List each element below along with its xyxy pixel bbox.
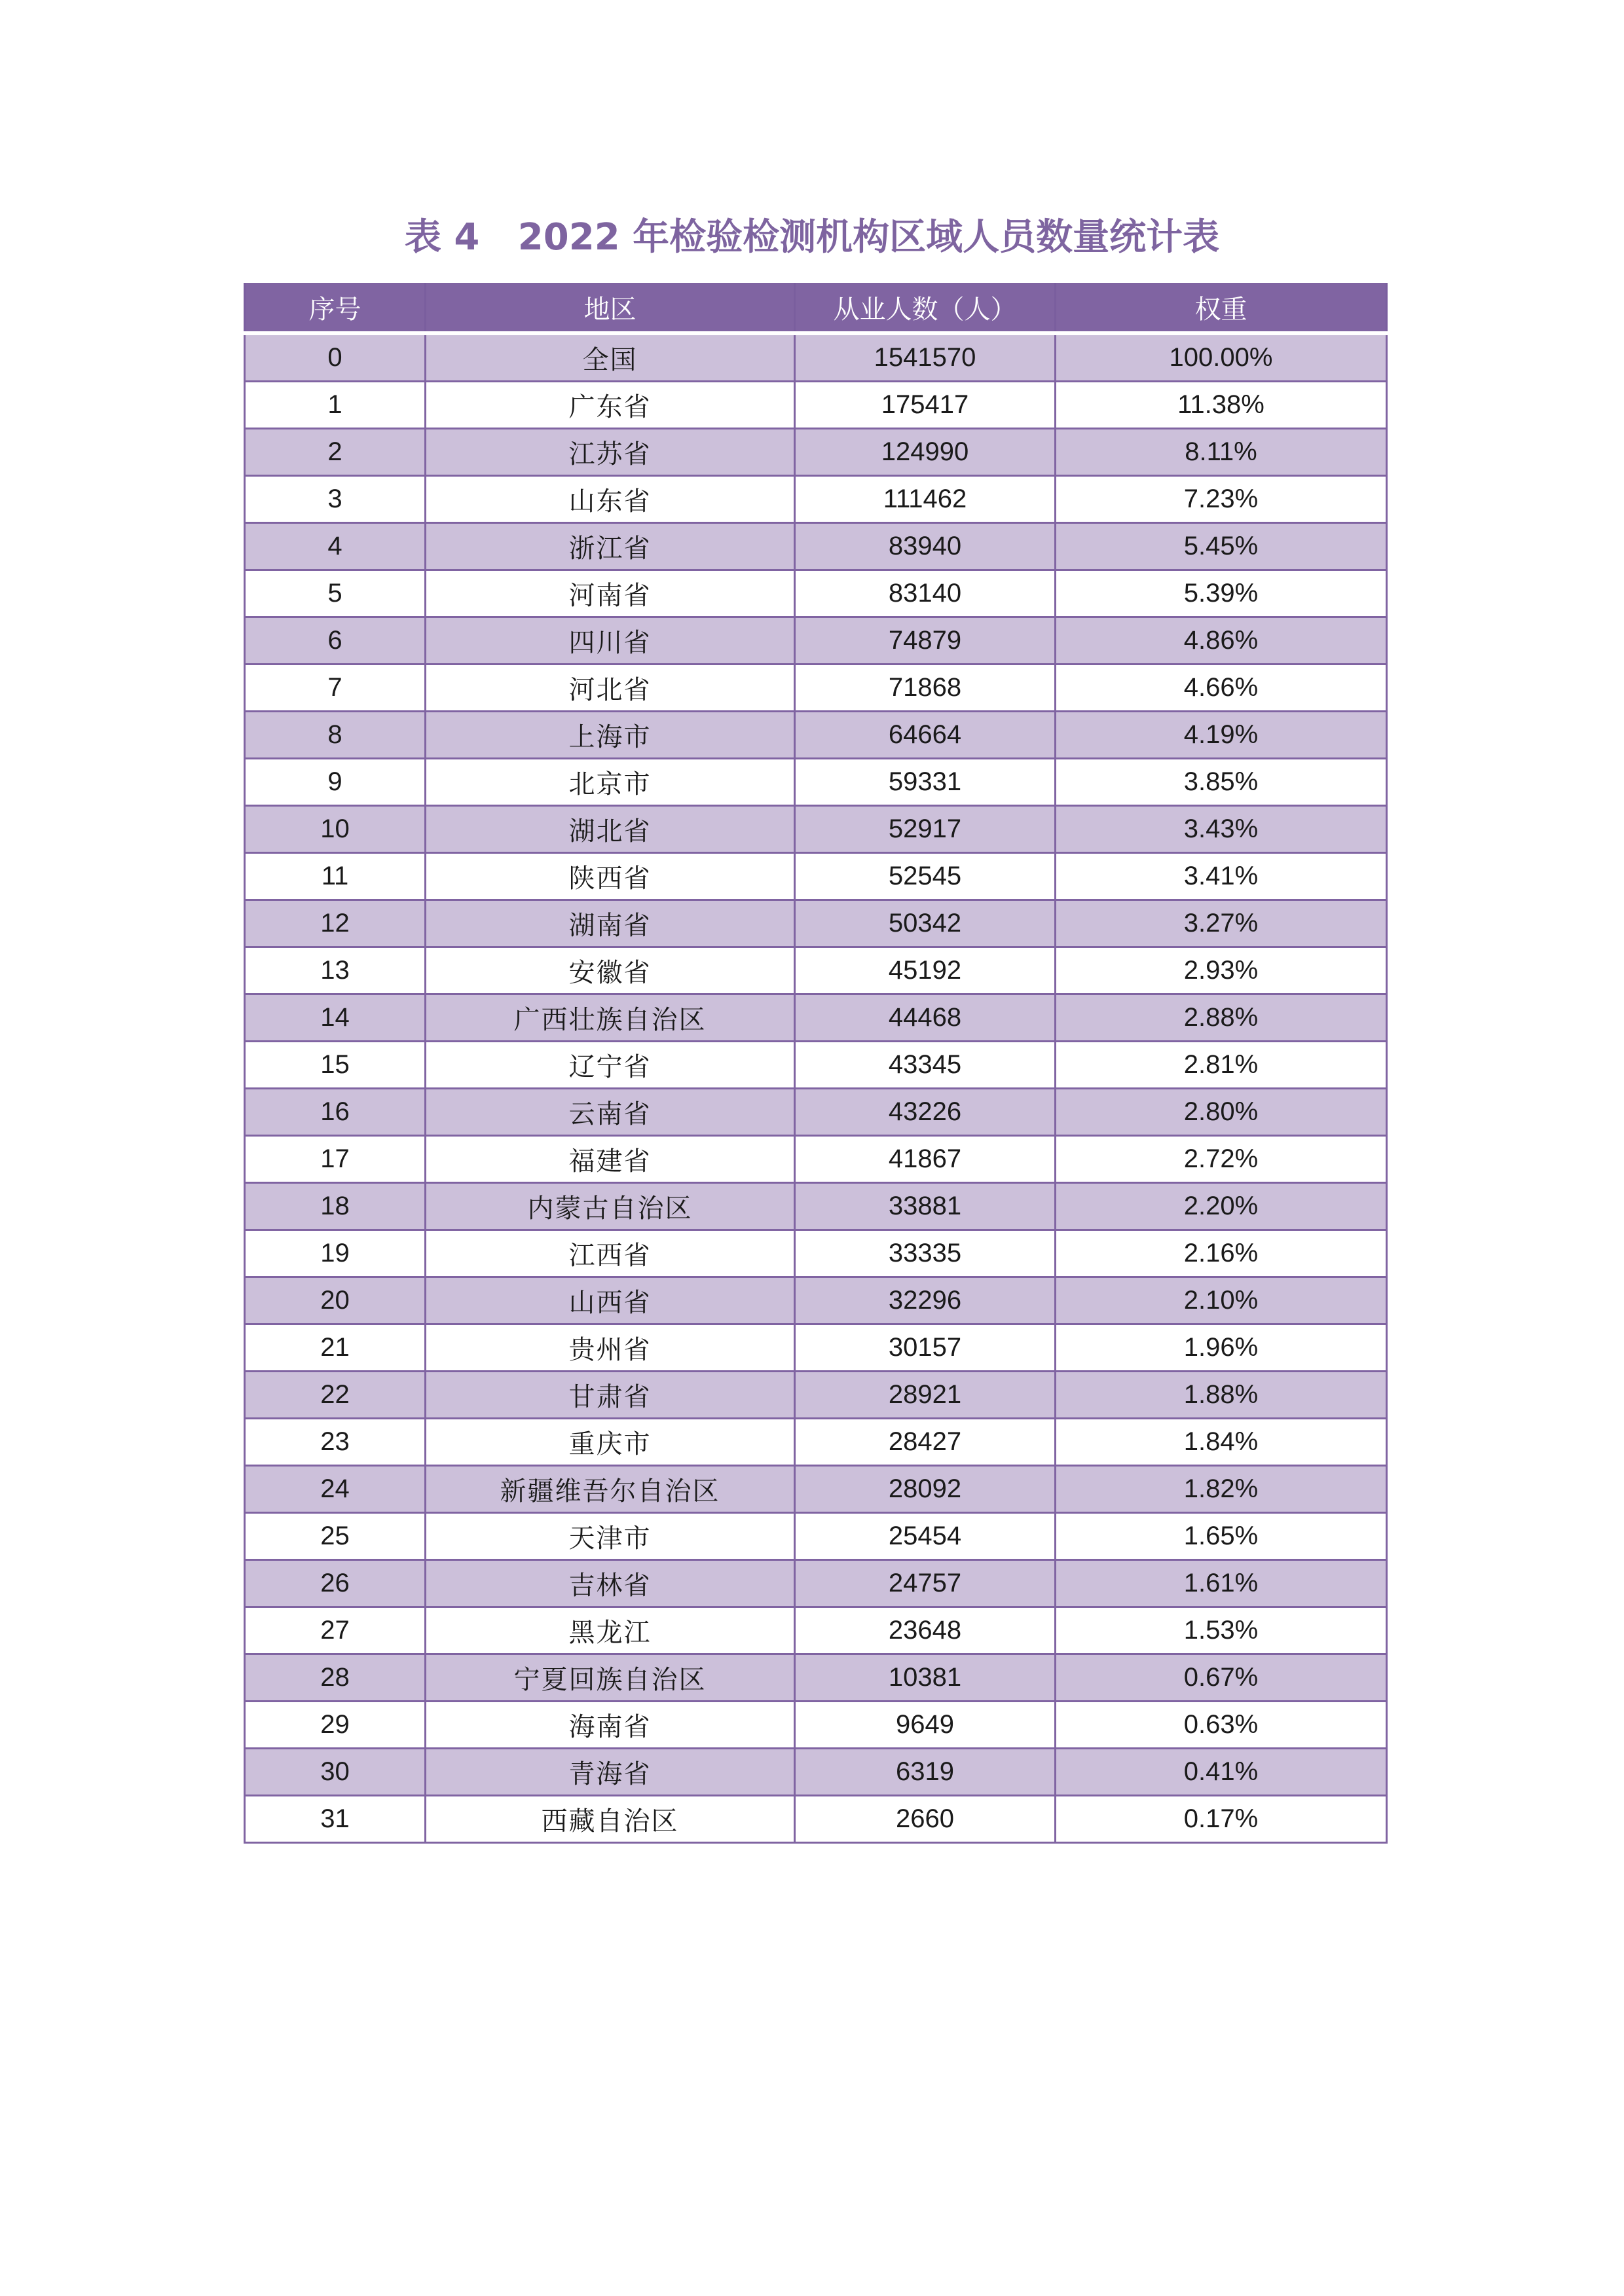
row-region: 北京市 [426,759,795,806]
row-seq: 25 [245,1513,426,1560]
row-seq: 6 [245,617,426,665]
row-seq: 15 [245,1042,426,1089]
row-count: 1541570 [795,333,1056,382]
table-row [245,1796,1387,1843]
table-row [245,994,1387,1042]
table-row [245,1513,1387,1560]
table-row [245,1607,1387,1654]
header-weight: 权重 [1056,283,1387,333]
row-region: 四川省 [426,617,795,665]
row-weight: 4.19% [1056,712,1387,759]
table-row [245,712,1387,759]
row-weight: 7.23% [1056,476,1387,523]
statistics-table [244,283,1388,1844]
header-count: 从业人数（人） [795,283,1056,333]
row-seq: 10 [245,806,426,853]
table-row [245,759,1387,806]
row-count: 124990 [795,429,1056,476]
row-region: 江苏省 [426,429,795,476]
row-weight: 5.39% [1056,570,1387,617]
row-count: 43345 [795,1042,1056,1089]
row-weight: 3.85% [1056,759,1387,806]
row-region: 河南省 [426,570,795,617]
row-weight: 1.82% [1056,1466,1387,1513]
row-count: 64664 [795,712,1056,759]
row-region: 宁夏回族自治区 [426,1654,795,1702]
row-weight: 1.65% [1056,1513,1387,1560]
row-count: 83940 [795,523,1056,570]
row-region: 安徽省 [426,947,795,994]
table-row [245,333,1387,382]
row-region: 山东省 [426,476,795,523]
row-seq: 11 [245,853,426,900]
row-seq: 24 [245,1466,426,1513]
row-weight: 3.43% [1056,806,1387,853]
row-weight: 0.63% [1056,1702,1387,1749]
row-weight: 11.38% [1056,382,1387,429]
row-weight: 5.45% [1056,523,1387,570]
table-row [245,1560,1387,1607]
row-weight: 2.93% [1056,947,1387,994]
row-seq: 12 [245,900,426,947]
table-row [245,1042,1387,1089]
row-count: 10381 [795,1654,1056,1702]
row-count: 175417 [795,382,1056,429]
table-row [245,1466,1387,1513]
row-weight: 1.61% [1056,1560,1387,1607]
row-region: 贵州省 [426,1324,795,1372]
row-count: 43226 [795,1089,1056,1136]
table-row [245,1654,1387,1702]
page-title: 表 4 2022 年检验检测机构区域人员数量统计表 [404,216,1220,259]
table-row [245,947,1387,994]
row-region: 湖南省 [426,900,795,947]
row-weight: 1.96% [1056,1324,1387,1372]
row-region: 陕西省 [426,853,795,900]
table-body [245,333,1387,1843]
row-seq: 16 [245,1089,426,1136]
row-count: 28092 [795,1466,1056,1513]
table-row [245,1136,1387,1183]
row-count: 2660 [795,1796,1056,1843]
row-weight: 2.81% [1056,1042,1387,1089]
table-row [245,523,1387,570]
row-seq: 18 [245,1183,426,1230]
row-weight: 2.16% [1056,1230,1387,1277]
row-weight: 0.67% [1056,1654,1387,1702]
row-count: 24757 [795,1560,1056,1607]
row-seq: 22 [245,1372,426,1419]
row-region: 上海市 [426,712,795,759]
row-weight: 1.53% [1056,1607,1387,1654]
row-region: 广西壮族自治区 [426,994,795,1042]
row-region: 内蒙古自治区 [426,1183,795,1230]
row-weight: 2.80% [1056,1089,1387,1136]
header-row [245,283,1387,333]
table-row [245,476,1387,523]
row-count: 83140 [795,570,1056,617]
row-region: 吉林省 [426,1560,795,1607]
row-seq: 27 [245,1607,426,1654]
row-region: 甘肃省 [426,1372,795,1419]
row-count: 25454 [795,1513,1056,1560]
row-weight: 8.11% [1056,429,1387,476]
table-row [245,1324,1387,1372]
row-seq: 0 [245,333,426,382]
row-seq: 26 [245,1560,426,1607]
row-region: 海南省 [426,1702,795,1749]
row-weight: 3.41% [1056,853,1387,900]
row-count: 30157 [795,1324,1056,1372]
table-row [245,1230,1387,1277]
table-header [245,283,1387,333]
row-region: 河北省 [426,665,795,712]
row-count: 74879 [795,617,1056,665]
row-weight: 2.20% [1056,1183,1387,1230]
row-seq: 7 [245,665,426,712]
row-count: 50342 [795,900,1056,947]
table-row [245,617,1387,665]
row-count: 9649 [795,1702,1056,1749]
row-region: 湖北省 [426,806,795,853]
row-region: 全国 [426,333,795,382]
row-count: 23648 [795,1607,1056,1654]
row-count: 45192 [795,947,1056,994]
table-row [245,853,1387,900]
table-row [245,1183,1387,1230]
row-count: 71868 [795,665,1056,712]
row-seq: 21 [245,1324,426,1372]
row-weight: 1.84% [1056,1419,1387,1466]
row-count: 111462 [795,476,1056,523]
header-region: 地区 [426,283,795,333]
row-weight: 0.17% [1056,1796,1387,1843]
row-weight: 1.88% [1056,1372,1387,1419]
row-weight: 100.00% [1056,333,1387,382]
row-count: 28921 [795,1372,1056,1419]
row-count: 44468 [795,994,1056,1042]
row-seq: 5 [245,570,426,617]
row-seq: 17 [245,1136,426,1183]
row-region: 黑龙江 [426,1607,795,1654]
header-seq: 序号 [245,283,426,333]
row-weight: 2.88% [1056,994,1387,1042]
row-region: 天津市 [426,1513,795,1560]
row-weight: 0.41% [1056,1749,1387,1796]
row-seq: 31 [245,1796,426,1843]
table-row [245,1372,1387,1419]
row-count: 59331 [795,759,1056,806]
row-count: 28427 [795,1419,1056,1466]
row-region: 新疆维吾尔自治区 [426,1466,795,1513]
table-row [245,1277,1387,1324]
row-seq: 9 [245,759,426,806]
row-seq: 4 [245,523,426,570]
row-seq: 2 [245,429,426,476]
row-weight: 2.72% [1056,1136,1387,1183]
row-region: 重庆市 [426,1419,795,1466]
table-row [245,382,1387,429]
row-region: 辽宁省 [426,1042,795,1089]
row-seq: 14 [245,994,426,1042]
row-seq: 28 [245,1654,426,1702]
row-region: 西藏自治区 [426,1796,795,1843]
row-seq: 20 [245,1277,426,1324]
row-seq: 8 [245,712,426,759]
row-count: 33335 [795,1230,1056,1277]
table-row [245,570,1387,617]
row-count: 52545 [795,853,1056,900]
row-count: 33881 [795,1183,1056,1230]
table-row [245,429,1387,476]
row-weight: 3.27% [1056,900,1387,947]
table-row [245,665,1387,712]
row-seq: 30 [245,1749,426,1796]
table-row [245,900,1387,947]
row-count: 52917 [795,806,1056,853]
row-region: 福建省 [426,1136,795,1183]
row-region: 山西省 [426,1277,795,1324]
row-seq: 19 [245,1230,426,1277]
row-region: 广东省 [426,382,795,429]
table-row [245,1702,1387,1749]
row-weight: 4.66% [1056,665,1387,712]
row-weight: 2.10% [1056,1277,1387,1324]
row-seq: 3 [245,476,426,523]
table-row [245,806,1387,853]
row-region: 云南省 [426,1089,795,1136]
row-seq: 13 [245,947,426,994]
row-seq: 23 [245,1419,426,1466]
table-row [245,1419,1387,1466]
row-count: 41867 [795,1136,1056,1183]
row-count: 32296 [795,1277,1056,1324]
row-region: 江西省 [426,1230,795,1277]
row-weight: 4.86% [1056,617,1387,665]
row-seq: 1 [245,382,426,429]
row-seq: 29 [245,1702,426,1749]
row-region: 青海省 [426,1749,795,1796]
row-count: 6319 [795,1749,1056,1796]
table-row [245,1749,1387,1796]
table-row [245,1089,1387,1136]
row-region: 浙江省 [426,523,795,570]
